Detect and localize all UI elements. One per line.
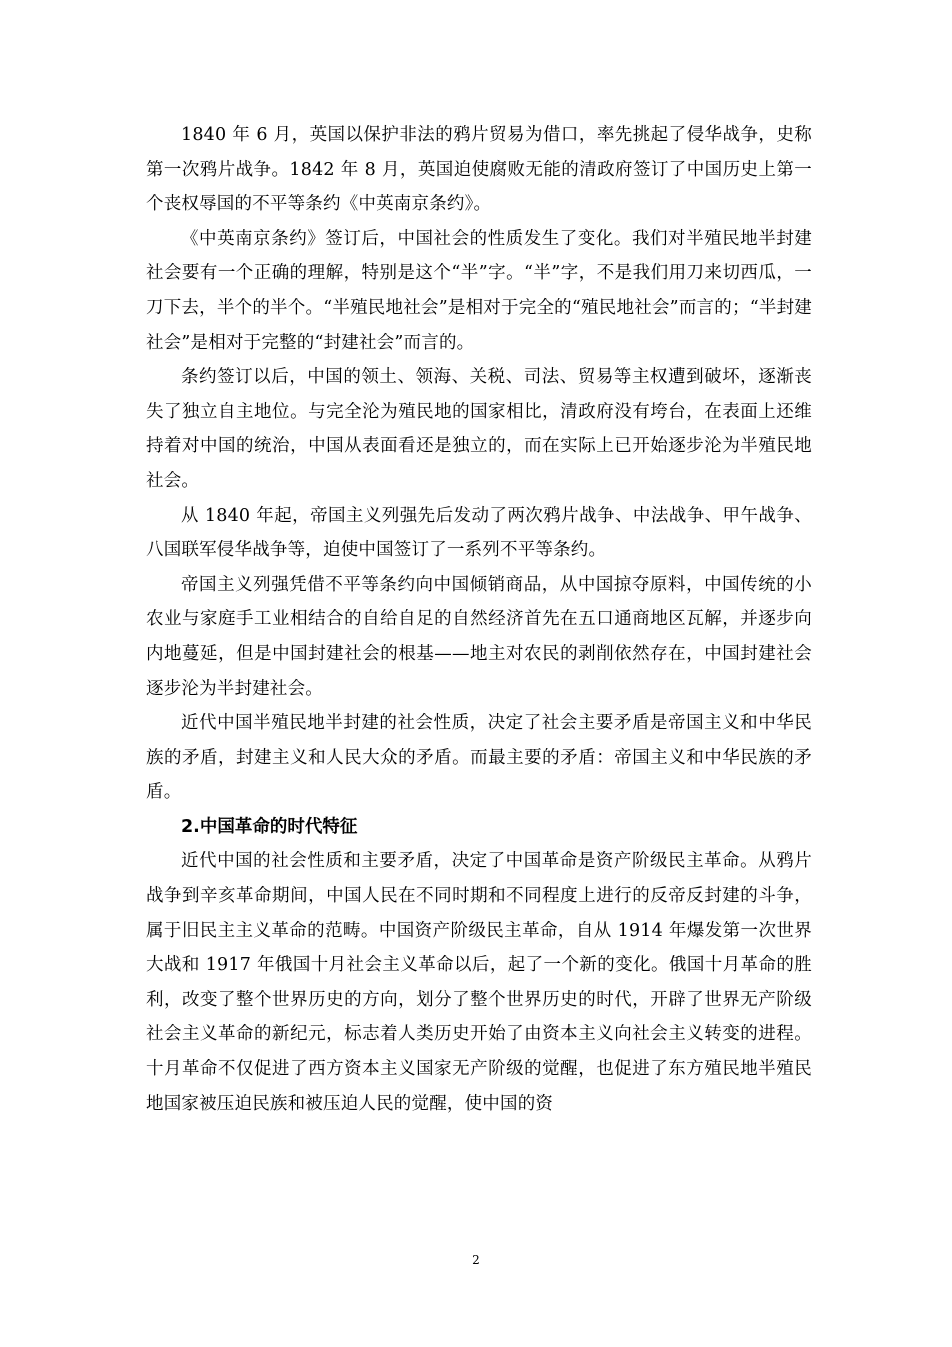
paragraph-treaty-nature: 《中英南京条约》签订后，中国社会的性质发生了变化。我们对半殖民地半封建社会要有一个正确的理解，特别是这个“半”字。“半”字，不是我们用刀来切西瓜，一刀下去，半个的半个。“半殖民地社会”是相对于完全的“殖民地社会”而言的；“半封建社会”是相对于完整的“封建社会”而言的。 (146, 228, 812, 353)
paragraph-sovereignty: 条约签订以后，中国的领土、领海、关税、司法、贸易等主权遭到破坏，逐渐丧失了独立自主地位。与完全沦为殖民地的国家相比，清政府没有垮台，在表面上还维持着对中国的统治，中国从表面看还是独立的，而在实际上已开始逐步沦为半殖民地社会。 (146, 367, 812, 491)
paragraph-revolution: 近代中国的社会性质和主要矛盾，决定了中国革命是资产阶级民主革命。从鸦片战争到辛亥革命期间，中国人民在不同时期和不同程度上进行的反帝反封建的斗争，属于旧民主主义革命的范畴。中国资产阶级民主革命，自从 1914 年爆发第一次世界大战和 1917 年俄国十月社会主义革命以后，起了一个新的变化。俄国十月革命的胜利，改变了整个世界历史的方向，划分了整个世界历史的时代，开辟了世界无产阶级社会主义革命的新纪元，标志着人类历史开始了由资本主义向社会主义转变的进程。十月革命不仅促进了西方资本主义国家无产阶级的觉醒，也促进了东方殖民地半殖民地国家被压迫民族和被压迫人民的觉醒，使中国的资 (146, 851, 812, 1114)
paragraph-opium-war: 1840 年 6 月，英国以保护非法的鸦片贸易为借口，率先挑起了侵华战争，史称第一次鸦片战争。1842 年 8 月，英国迫使腐败无能的清政府签订了中国历史上第一个丧权辱国的不平等条约《中英南京条约》。 (146, 125, 812, 215)
paragraph-economy: 帝国主义列强凭借不平等条约向中国倾销商品，从中国掠夺原料，中国传统的小农业与家庭手工业相结合的自给自足的自然经济首先在五口通商地区瓦解，并逐步向内地蔓延，但是中国封建社会的根基——地主对农民的剥削依然存在，中国封建社会逐步沦为半封建社会。 (146, 574, 812, 699)
paragraph-wars: 从 1840 年起，帝国主义列强先后发动了两次鸦片战争、中法战争、甲午战争、八国联军侵华战争等，迫使中国签订了一系列不平等条约。 (146, 505, 812, 561)
page-number: 2 (472, 1253, 480, 1267)
body-text (146, 118, 812, 1121)
section-heading: 2.中国革命的时代特征 (181, 816, 358, 837)
paragraph-contradictions: 近代中国半殖民地半封建的社会性质，决定了社会主要矛盾是帝国主义和中华民族的矛盾，封建主义和人民大众的矛盾。而最主要的矛盾：帝国主义和中华民族的矛盾。 (146, 713, 812, 803)
